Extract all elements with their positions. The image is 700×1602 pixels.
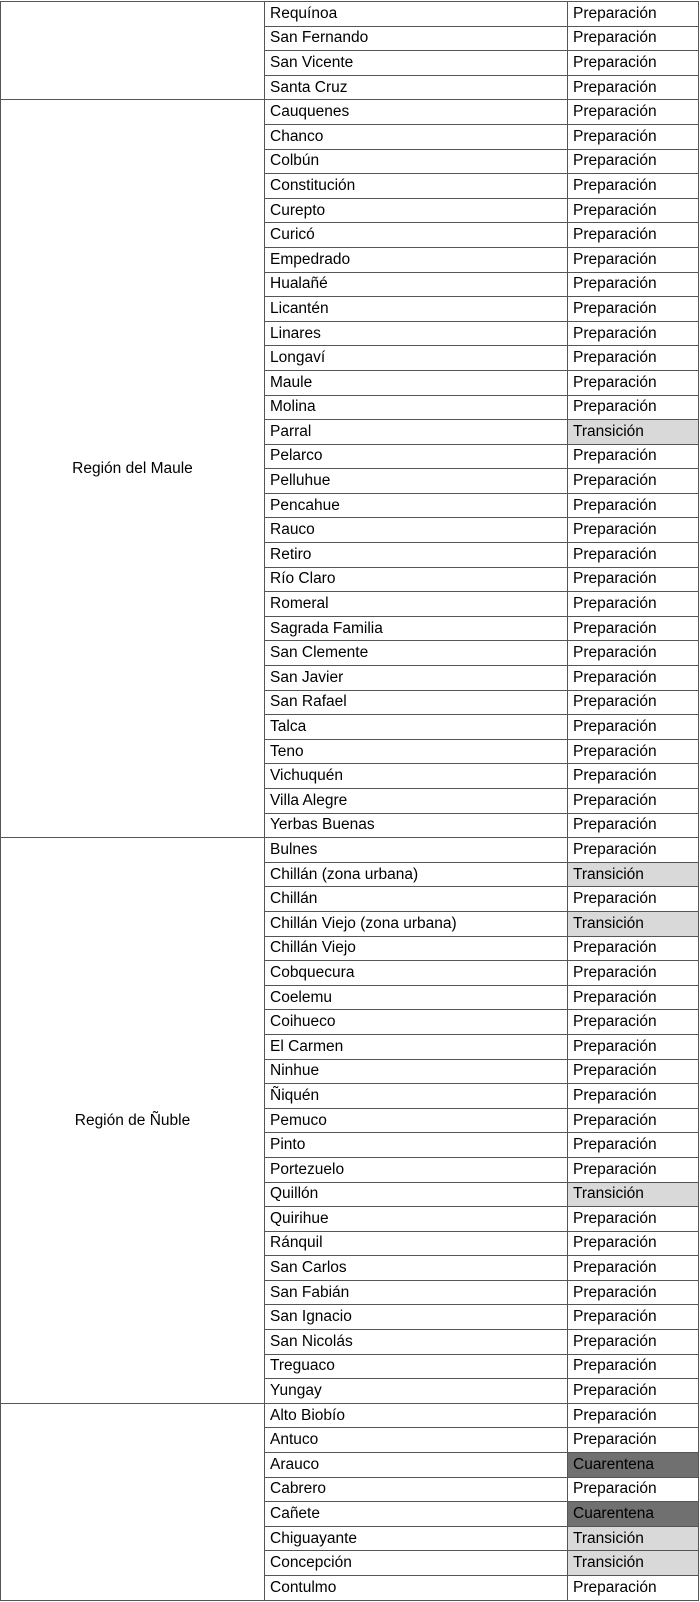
fase-cell: Transición (568, 1551, 699, 1576)
fase-cell: Preparación (568, 395, 699, 420)
table-body (1, 2, 699, 1601)
comuna-cell: Coihueco (265, 1010, 568, 1035)
comuna-cell: Vichuquén (265, 764, 568, 789)
fase-cell: Preparación (568, 641, 699, 666)
fase-cell: Preparación (568, 51, 699, 76)
fase-cell: Preparación (568, 174, 699, 199)
comuna-cell: Coelemu (265, 985, 568, 1010)
table-row (1, 1403, 699, 1428)
comuna-cell: Licantén (265, 297, 568, 322)
fase-cell: Preparación (568, 1354, 699, 1379)
comuna-cell: Curicó (265, 223, 568, 248)
comuna-cell: Empedrado (265, 247, 568, 272)
comuna-cell: Cabrero (265, 1477, 568, 1502)
fase-cell: Preparación (568, 715, 699, 740)
comuna-cell: Curepto (265, 198, 568, 223)
fase-cell: Preparación (568, 961, 699, 986)
fase-cell: Preparación (568, 124, 699, 149)
fase-cell: Preparación (568, 1133, 699, 1158)
comuna-cell: Quirihue (265, 1207, 568, 1232)
fase-cell: Preparación (568, 789, 699, 814)
comuna-cell: Río Claro (265, 567, 568, 592)
comuna-cell: Portezuelo (265, 1157, 568, 1182)
fase-cell: Preparación (568, 1256, 699, 1281)
fase-cell: Transición (568, 862, 699, 887)
fase-cell: Preparación (568, 493, 699, 518)
comuna-cell: Longaví (265, 346, 568, 371)
comuna-cell: Cauquenes (265, 100, 568, 125)
fase-cell: Preparación (568, 149, 699, 174)
fase-cell: Preparación (568, 1034, 699, 1059)
comuna-cell: Teno (265, 739, 568, 764)
comuna-cell: San Fabián (265, 1280, 568, 1305)
comuna-cell: Requínoa (265, 2, 568, 27)
comuna-cell: El Carmen (265, 1034, 568, 1059)
fase-cell: Cuarentena (568, 1453, 699, 1478)
comuna-cell: Pinto (265, 1133, 568, 1158)
fase-cell: Transición (568, 1526, 699, 1551)
region-cell (1, 2, 265, 100)
fase-cell: Transición (568, 911, 699, 936)
comuna-cell: Bulnes (265, 838, 568, 863)
comuna-cell: Retiro (265, 543, 568, 568)
fase-cell: Preparación (568, 1231, 699, 1256)
fase-cell: Preparación (568, 2, 699, 27)
comuna-cell: Ránquil (265, 1231, 568, 1256)
fase-cell: Preparación (568, 1207, 699, 1232)
fase-cell: Preparación (568, 567, 699, 592)
fase-cell: Preparación (568, 1403, 699, 1428)
fase-cell: Preparación (568, 1280, 699, 1305)
fase-cell: Preparación (568, 1428, 699, 1453)
fase-cell: Preparación (568, 764, 699, 789)
fase-cell: Cuarentena (568, 1502, 699, 1527)
comuna-cell: Molina (265, 395, 568, 420)
fase-cell: Transición (568, 1182, 699, 1207)
fase-cell: Preparación (568, 838, 699, 863)
comuna-cell: Pemuco (265, 1108, 568, 1133)
comuna-cell: Antuco (265, 1428, 568, 1453)
fase-cell: Preparación (568, 1330, 699, 1355)
comuna-cell: Chanco (265, 124, 568, 149)
fase-cell: Preparación (568, 297, 699, 322)
comuna-cell: San Javier (265, 666, 568, 691)
table-row (1, 2, 699, 27)
comuna-cell: Yerbas Buenas (265, 813, 568, 838)
fase-cell: Preparación (568, 1108, 699, 1133)
comuna-cell: Romeral (265, 592, 568, 617)
comuna-cell: Chillán Viejo (265, 936, 568, 961)
comuna-cell: Chillán (zona urbana) (265, 862, 568, 887)
comuna-cell: Yungay (265, 1379, 568, 1404)
comuna-cell: Maule (265, 370, 568, 395)
fase-cell: Preparación (568, 592, 699, 617)
comuna-cell: San Rafael (265, 690, 568, 715)
comuna-cell: Arauco (265, 1453, 568, 1478)
comuna-cell: Santa Cruz (265, 75, 568, 100)
comuna-cell: San Vicente (265, 51, 568, 76)
fase-cell: Preparación (568, 887, 699, 912)
comuna-cell: Parral (265, 420, 568, 445)
fase-cell: Preparación (568, 272, 699, 297)
comuna-cell: Sagrada Familia (265, 616, 568, 641)
fase-cell: Preparación (568, 543, 699, 568)
fase-cell: Preparación (568, 813, 699, 838)
comuna-cell: San Ignacio (265, 1305, 568, 1330)
comuna-cell: Villa Alegre (265, 789, 568, 814)
region-cell: Región del Maule (1, 100, 265, 838)
fase-cell: Preparación (568, 690, 699, 715)
comuna-cell: Rauco (265, 518, 568, 543)
comuna-cell: Concepción (265, 1551, 568, 1576)
comuna-cell: Constitución (265, 174, 568, 199)
fase-cell: Preparación (568, 1010, 699, 1035)
fase-cell: Preparación (568, 100, 699, 125)
fase-cell: Preparación (568, 1059, 699, 1084)
comuna-cell: Quillón (265, 1182, 568, 1207)
fase-cell: Preparación (568, 26, 699, 51)
table-row (1, 838, 699, 863)
comuna-cell: Chillán (265, 887, 568, 912)
fase-cell: Preparación (568, 1477, 699, 1502)
fase-cell: Preparación (568, 346, 699, 371)
comuna-cell: Ñiquén (265, 1084, 568, 1109)
fase-cell: Preparación (568, 1576, 699, 1601)
fase-cell: Preparación (568, 1157, 699, 1182)
comuna-cell: Cañete (265, 1502, 568, 1527)
fase-cell: Preparación (568, 370, 699, 395)
fase-cell: Preparación (568, 223, 699, 248)
comuna-cell: Cobquecura (265, 961, 568, 986)
comuna-cell: Contulmo (265, 1576, 568, 1601)
fase-cell: Preparación (568, 936, 699, 961)
comuna-cell: Ninhue (265, 1059, 568, 1084)
fase-cell: Preparación (568, 75, 699, 100)
fase-cell: Preparación (568, 985, 699, 1010)
fase-cell: Preparación (568, 666, 699, 691)
fase-cell: Preparación (568, 469, 699, 494)
comuna-cell: Linares (265, 321, 568, 346)
comuna-cell: Pelarco (265, 444, 568, 469)
comuna-cell: Talca (265, 715, 568, 740)
comuna-cell: Treguaco (265, 1354, 568, 1379)
fase-cell: Preparación (568, 739, 699, 764)
comuna-cell: Chiguayante (265, 1526, 568, 1551)
comuna-cell: Pencahue (265, 493, 568, 518)
comuna-cell: Pelluhue (265, 469, 568, 494)
fase-cell: Preparación (568, 518, 699, 543)
comuna-cell: San Fernando (265, 26, 568, 51)
comuna-cell: San Carlos (265, 1256, 568, 1281)
fase-cell: Preparación (568, 1305, 699, 1330)
fase-cell: Preparación (568, 616, 699, 641)
fase-cell: Preparación (568, 1379, 699, 1404)
fase-cell: Preparación (568, 1084, 699, 1109)
fase-cell: Preparación (568, 321, 699, 346)
fase-cell: Preparación (568, 444, 699, 469)
region-cell (1, 1403, 265, 1600)
region-cell: Región de Ñuble (1, 838, 265, 1404)
fase-cell: Preparación (568, 247, 699, 272)
fase-cell: Transición (568, 420, 699, 445)
comuna-cell: Hualañé (265, 272, 568, 297)
comuna-cell: Chillán Viejo (zona urbana) (265, 911, 568, 936)
comuna-cell: Alto Biobío (265, 1403, 568, 1428)
comuna-cell: San Nicolás (265, 1330, 568, 1355)
fase-cell: Preparación (568, 198, 699, 223)
comuna-cell: Colbún (265, 149, 568, 174)
comuna-cell: San Clemente (265, 641, 568, 666)
table-row (1, 100, 699, 125)
comunas-fase-table (0, 1, 699, 1601)
